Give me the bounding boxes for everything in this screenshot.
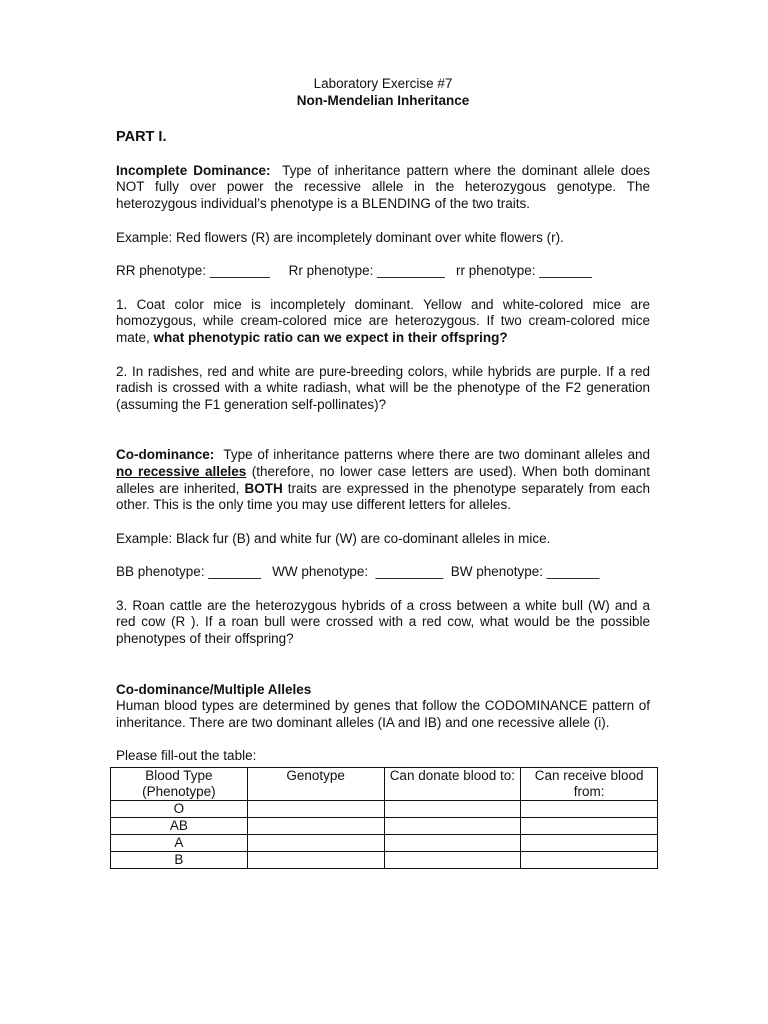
donate-cell[interactable]	[384, 818, 521, 835]
header-can-donate: Can donate blood to:	[384, 768, 521, 801]
question-1-bold: what phenotypic ratio can we expect in their offspring?	[153, 329, 508, 345]
genotype-cell[interactable]	[247, 801, 384, 818]
receive-cell[interactable]	[521, 835, 658, 852]
genotype-cell[interactable]	[247, 852, 384, 869]
table-row	[111, 801, 658, 818]
donate-cell[interactable]	[384, 835, 521, 852]
blood-type-table	[110, 767, 658, 869]
blood-type-cell: B	[111, 852, 248, 869]
header-blood-type: Blood Type (Phenotype)	[111, 768, 248, 801]
table-row	[111, 852, 658, 869]
codominance-both: BOTH	[244, 480, 283, 496]
codominance-phenotype-blanks: BB phenotype: _______ WW phenotype: _________ BW phenotype: _______	[116, 564, 600, 580]
incomplete-dominance-term: Incomplete Dominance:	[116, 162, 271, 178]
incomplete-example: Example: Red flowers (R) are incompletely dominant over white flowers (r).	[116, 229, 564, 245]
genotype-cell[interactable]	[247, 818, 384, 835]
worksheet-content	[116, 76, 650, 869]
header-can-receive: Can receive blood from:	[521, 768, 658, 801]
table-row	[111, 835, 658, 852]
question-2: 2. In radishes, red and white are pure-breeding colors, while hybrids are purple. If a red radish is crossed with a white radiash, what will be the phenotype of the F2 generation (assuming the F1 generation self-pollinates)?	[116, 363, 650, 412]
incomplete-dominance-text: Type of inheritance pattern where the dominant allele does NOT fully over power the recessive allele in the heterozygous genotype. The heterozygous individual’s phenotype is a BLENDING of the two traits.	[116, 162, 650, 211]
question-3: 3. Roan cattle are the heterozygous hybrids of a cross between a white bull (W) and a red cow (R ). If a roan bull were crossed with a red cow, what would be the possible phenotypes of their offspring?	[116, 597, 650, 647]
part-heading: PART I.	[116, 129, 167, 146]
donate-cell[interactable]	[384, 852, 521, 869]
table-row	[111, 818, 658, 835]
codominance-definition	[116, 447, 650, 513]
table-instruction: Please fill-out the table:	[116, 748, 257, 764]
question-1-text: 1. Coat color mice is incompletely dominant. Yellow and white-colored mice are homozygous, while cream-colored mice are heterozygous. If two cream-colored mice mate,	[116, 296, 650, 345]
blood-type-cell: A	[111, 835, 248, 852]
exercise-title: Non-Mendelian Inheritance	[296, 92, 470, 108]
receive-cell[interactable]	[521, 801, 658, 818]
header-genotype: Genotype	[247, 768, 384, 801]
codominance-text-b: (therefore, no lower case letters are used). When both dominant alleles are inherited,	[116, 463, 650, 496]
codominance-example: Example: Black fur (B) and white fur (W) are co-dominant alleles in mice.	[116, 530, 551, 546]
codominance-no-recessive: no recessive alleles	[116, 463, 247, 479]
multiple-alleles-heading: Co-dominance/Multiple Alleles	[116, 681, 312, 697]
question-1	[116, 297, 650, 347]
genotype-cell[interactable]	[247, 835, 384, 852]
multiple-alleles-text: Human blood types are determined by genes that follow the CODOMINANCE pattern of inheritance. There are two dominant alleles (IA and IB) and one recessive allele (i).	[116, 698, 650, 730]
donate-cell[interactable]	[384, 801, 521, 818]
incomplete-phenotype-blanks: RR phenotype: ________ Rr phenotype: _________ rr phenotype: _______	[116, 263, 592, 279]
blood-type-cell: O	[111, 801, 248, 818]
receive-cell[interactable]	[521, 818, 658, 835]
table-header-row	[111, 768, 658, 801]
codominance-term: Co-dominance:	[116, 447, 215, 463]
blood-type-cell: AB	[111, 818, 248, 835]
receive-cell[interactable]	[521, 852, 658, 869]
codominance-text-a: Type of inheritance patterns where there are two dominant alleles and	[223, 447, 651, 463]
codominance-text-c: traits are expressed in the phenotype separately from each other. This is the only time you may use different letters for alleles.	[116, 480, 650, 513]
incomplete-dominance-definition	[116, 163, 650, 213]
exercise-number: Laboratory Exercise #7	[313, 76, 453, 91]
